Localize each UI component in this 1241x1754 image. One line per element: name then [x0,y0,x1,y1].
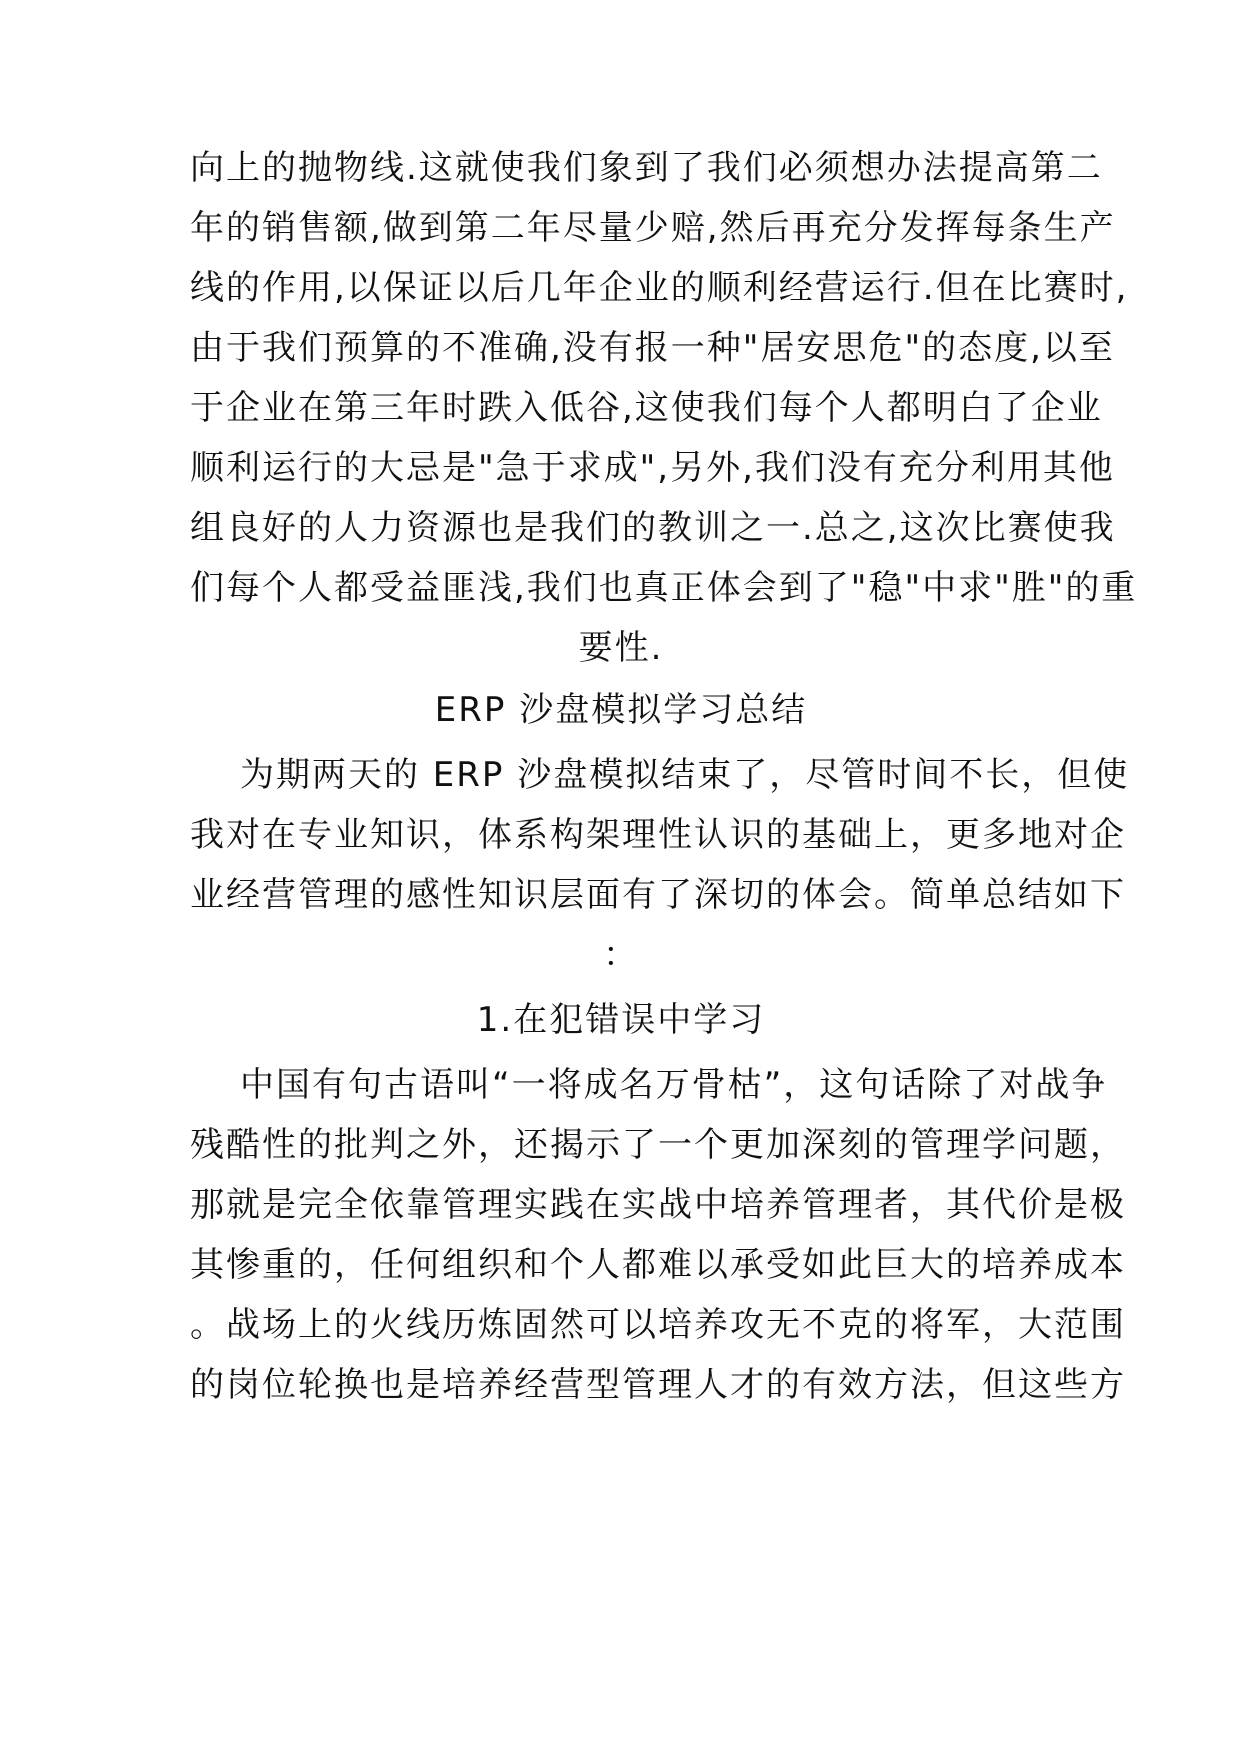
paragraph-3-line-4: 其惨重的，任何组织和个人都难以承受如此巨大的培养成本 [190,1245,1126,1285]
paragraph-2-line-1: 为期两天的 ERP 沙盘模拟结束了，尽管时间不长，但使 [240,755,1130,795]
paragraph-1-line-8: 们每个人都受益匪浅,我们也真正体会到了"稳"中求"胜"的重 [190,568,1138,608]
paragraph-1-line-4: 由于我们预算的不准确,没有报一种"居安思危"的态度,以至 [190,328,1115,368]
paragraph-3-line-1: 中国有句古语叫“一将成名万骨枯”，这句话除了对战争 [240,1065,1108,1105]
paragraph-3-line-6: 的岗位轮换也是培养经营型管理人才的有效方法，但这些方 [190,1365,1126,1405]
section-1-heading: 1.在犯错误中学习 [476,1000,766,1040]
section-title: ERP 沙盘模拟学习总结 [434,690,808,730]
paragraph-1-line-2: 年的销售额,做到第二年尽量少赔,然后再充分发挥每条生产 [190,208,1116,248]
paragraph-2-line-2: 我对在专业知识，体系构架理性认识的基础上，更多地对企 [190,815,1126,855]
paragraph-1-line-7: 组良好的人力资源也是我们的教训之一.总之,这次比赛使我 [190,508,1116,548]
paragraph-3-line-5: 。战场上的火线历炼固然可以培养攻无不克的将军，大范围 [190,1305,1126,1345]
paragraph-1-line-9: 要性. [578,628,664,668]
paragraph-2-line-4: ： [603,935,639,975]
paragraph-3-line-2: 残酷性的批判之外，还揭示了一个更加深刻的管理学问题， [190,1125,1126,1165]
paragraph-1-line-6: 顺利运行的大忌是"急于求成",另外,我们没有充分利用其他 [190,448,1115,488]
paragraph-1-line-1: 向上的抛物线.这就使我们象到了我们必须想办法提高第二 [190,148,1103,188]
paragraph-3-line-3: 那就是完全依靠管理实践在实战中培养管理者，其代价是极 [190,1185,1126,1225]
paragraph-2-line-3: 业经营管理的感性知识层面有了深切的体会。简单总结如下 [190,875,1126,915]
paragraph-1-line-5: 于企业在第三年时跌入低谷,这使我们每个人都明白了企业 [190,388,1103,428]
paragraph-1-line-3: 线的作用,以保证以后几年企业的顺利经营运行.但在比赛时, [190,268,1129,308]
